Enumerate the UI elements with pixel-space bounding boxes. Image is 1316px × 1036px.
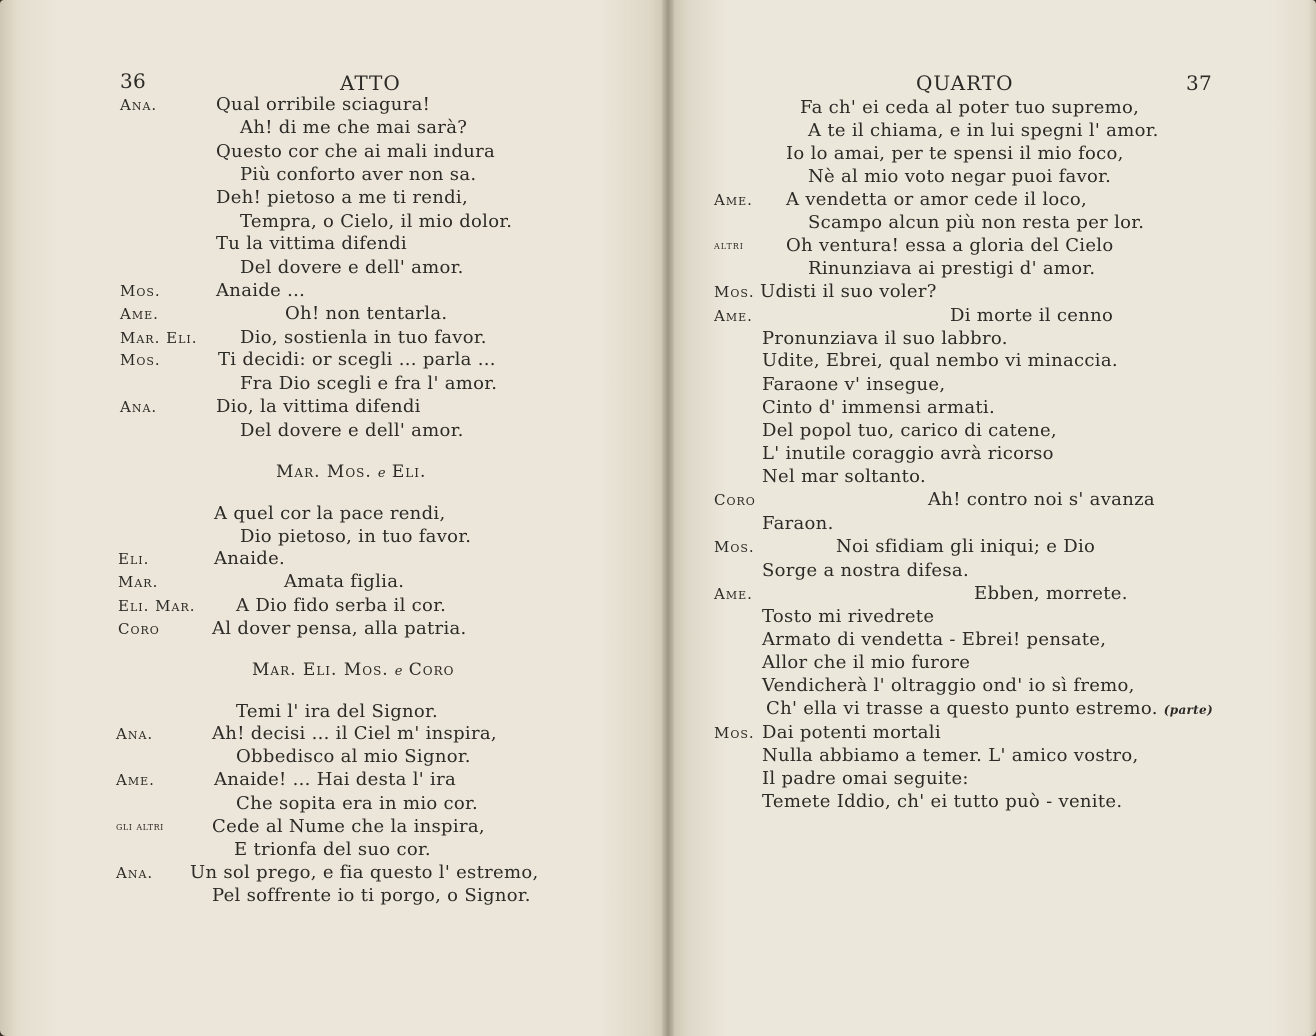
verse-line: Ah! di me che mai sarà? [240,117,468,138]
verse-line: Anaide. [214,548,286,569]
verse-line: Dio, sostienla in tuo favor. [240,327,487,348]
verse-line: Oh! non tentarla. [285,303,448,324]
speaker: Eli. [118,550,150,568]
verse-line: Rinunziava ai prestigi d' amor. [808,258,1096,279]
verse-line: Pel soffrente io ti porgo, o Signor. [212,885,531,906]
cast-heading: Mar. Eli. Mos. e Coro [252,660,455,680]
speaker: altri [714,239,744,252]
verse-line: Temete Iddio, ch' ei tutto può - venite. [762,791,1123,812]
verse-line: Allor che il mio furore [762,652,971,673]
verse-line: A te il chiama, e in lui spegni l' amor. [808,120,1159,141]
verse-line: Obbedisco al mio Signor. [236,746,471,767]
verse-line: Pronunziava il suo labbro. [762,328,1008,349]
speaker: Mos. [714,283,755,301]
verse-line: Tu la vittima difendi [216,233,407,254]
verse-line: Del dovere e dell' amor. [240,257,464,278]
verse-line: Al dover pensa, alla patria. [212,618,467,639]
verse-line: A quel cor la pace rendi, [214,503,446,524]
verse-line: Nel mar soltanto. [762,466,926,487]
speaker: Mos. [120,282,161,300]
speaker: Mos. [714,724,755,742]
speaker: Ame. [120,305,159,323]
speaker: Ana. [116,725,154,743]
speaker: Eli. Mar. [118,597,196,615]
speaker: Mos. [714,538,755,556]
verse-line: Vendicherà l' oltraggio ond' io sì fremo, [762,675,1135,696]
speaker: Ana. [116,864,154,882]
verse-line: Ch' ella vi trasse a questo punto estremo. (parte) [766,698,1213,719]
verse-line: Il padre omai seguite: [762,768,969,789]
verse-line: Anaide ... [216,280,306,301]
verse-line: Del dovere e dell' amor. [240,420,464,441]
speaker: gli altri [116,820,164,833]
book-gutter [662,0,674,1036]
right-page [668,0,1316,1036]
verse-line: Questo cor che ai mali indura [216,141,496,162]
verse-line: Temi l' ira del Signor. [236,701,438,722]
speaker: Coro [714,491,756,509]
speaker: Ana. [120,398,158,416]
verse-line: Nulla abbiamo a temer. L' amico vostro, [762,745,1139,766]
verse-line: Faraone v' insegue, [762,374,946,395]
verse-line: A Dio fido serba il cor. [236,595,447,616]
cast-heading: Mar. Mos. e Eli. [276,462,427,482]
verse-line: Del popol tuo, carico di catene, [762,420,1057,441]
verse-line: Io lo amai, per te spensi il mio foco, [786,143,1124,164]
speaker: Mar. Eli. [120,329,198,347]
page-number: 37 [1186,71,1213,95]
verse-line: Deh! pietoso a me ti rendi, [216,187,468,208]
verse-line: Ti decidi: or scegli ... parla ... [218,349,496,370]
speaker: Mos. [120,351,161,369]
verse-line: A vendetta or amor cede il loco, [786,189,1088,210]
verse-line: Ah! decisi ... il Ciel m' inspira, [212,723,497,744]
verse-line: Armato di vendetta - Ebrei! pensate, [762,629,1107,650]
verse-line: Tosto mi rivedrete [762,606,935,627]
verse-line: Fa ch' ei ceda al poter tuo supremo, [800,97,1140,118]
verse-line: Udisti il suo voler? [760,281,937,302]
verse-line: Nè al mio voto negar puoi favor. [808,166,1112,187]
verse-line: Oh ventura! essa a gloria del Cielo [786,235,1114,256]
verse-line: Dai potenti mortali [762,722,941,743]
verse-line: Di morte il cenno [950,305,1114,326]
speaker: Ame. [714,191,753,209]
verse-line: L' inutile coraggio avrà ricorso [762,443,1054,464]
verse-line: Dio, la vittima difendi [216,396,421,417]
verse-line: Cinto d' immensi armati. [762,397,996,418]
speaker: Ame. [714,307,753,325]
page-number: 36 [120,69,147,93]
verse-line: Amata figlia. [284,571,405,592]
verse-line: Scampo alcun più non resta per lor. [808,212,1145,233]
verse-line: Tempra, o Cielo, il mio dolor. [240,211,513,232]
running-head: QUARTO [916,71,1014,95]
verse-line: Più conforto aver non sa. [240,164,477,185]
verse-line: Anaide! ... Hai desta l' ira [214,769,457,790]
speaker: Ame. [714,585,753,603]
verse-line: Qual orribile sciagura! [216,94,431,115]
verse-line: Noi sfidiam gli iniqui; e Dio [836,536,1096,557]
speaker: Coro [118,620,160,638]
verse-line: Ah! contro noi s' avanza [928,489,1155,510]
verse-line: E trionfa del suo cor. [234,839,431,860]
speaker: Mar. [118,573,159,591]
verse-line: Faraon. [762,513,834,534]
verse-line: Udite, Ebrei, qual nembo vi minaccia. [762,350,1118,371]
running-head: ATTO [340,71,401,95]
verse-line: Che sopita era in mio cor. [236,793,479,814]
speaker: Ana. [120,96,158,114]
verse-line: Sorge a nostra difesa. [762,560,969,581]
verse-line: Ebben, morrete. [974,583,1128,604]
speaker: Ame. [116,771,155,789]
verse-line: Dio pietoso, in tuo favor. [240,526,472,547]
verse-line: Un sol prego, e fia questo l' estremo, [190,862,539,883]
verse-line: Cede al Nume che la inspira, [212,816,485,837]
verse-line: Fra Dio scegli e fra l' amor. [240,373,498,394]
